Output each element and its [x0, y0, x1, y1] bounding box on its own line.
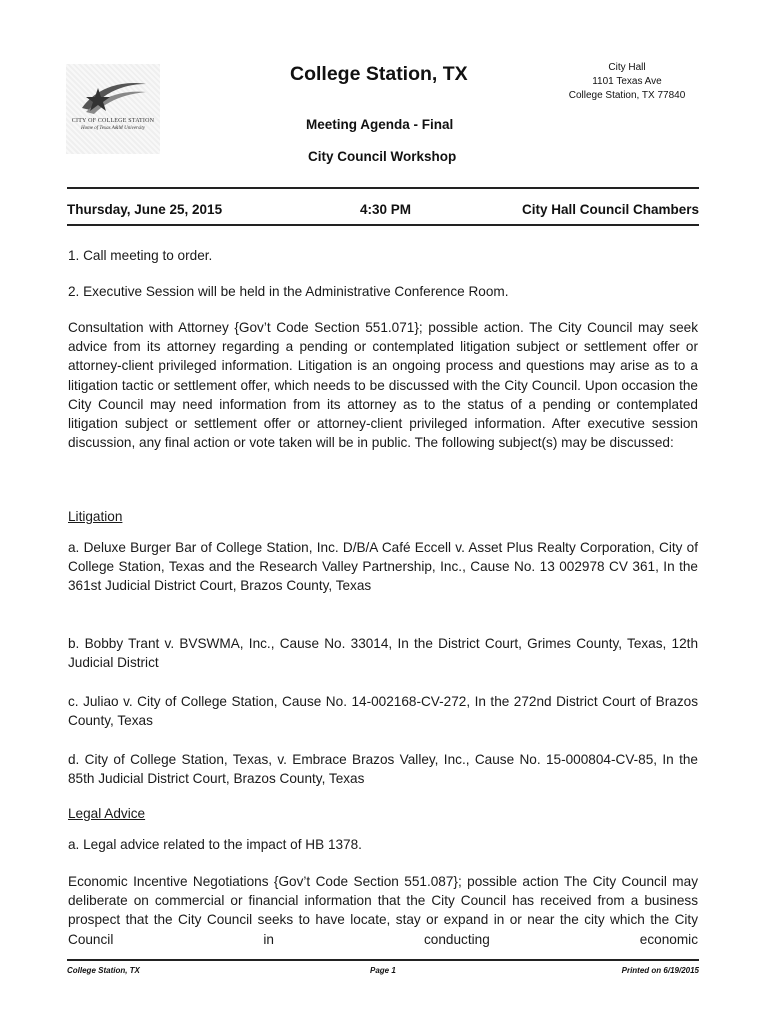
meeting-location: City Hall Council Chambers	[521, 202, 699, 217]
page-title: College Station, TX	[290, 63, 468, 85]
address-line: 1101 Texas Ave	[592, 76, 662, 87]
meta-divider	[67, 224, 699, 226]
footer-printed-date: Printed on 6/19/2015	[621, 966, 699, 975]
meeting-time: 4:30 PM	[360, 202, 412, 217]
city-logo	[66, 64, 160, 154]
footer-page-number: Page 1	[370, 966, 396, 975]
city-hall-address	[560, 61, 694, 103]
litigation-item-c: c. Juliao v. City of College Station, Cause No. 14-002168-CV-272, In the 272nd District Court of Brazos County, Texas	[68, 694, 698, 729]
footer-city: College Station, TX	[67, 966, 140, 975]
footer-divider	[67, 959, 699, 961]
header-divider	[67, 187, 699, 189]
attorney-consultation-paragraph: Consultation with Attorney {Gov’t Code Section 551.071}; possible action. The City Council may seek advice from its attorney regarding a pending or contemplated litigation subject or settlement offer or attorney-client privileged information. Litigation is an ongoing process and questions may arise as to a litigation tactic or settlement offer, which needs to be discussed with the City Council. Upon occasion the City Council may need information from its attorney as to the status of a pending or contemplated litigation subject or settlement offer or attorney-client privileged information. After executive session discussion, any final action or vote taken will be in public. The following subject(s) may be discussed:	[68, 320, 698, 451]
meeting-date: Thursday, June 25, 2015	[67, 202, 223, 217]
address-line: City Hall	[608, 62, 646, 73]
logo-city-name: CITY OF COLLEGE STATION	[71, 118, 155, 124]
meeting-meta	[67, 202, 699, 220]
agenda-type: Meeting Agenda - Final	[306, 117, 454, 132]
agenda-item-2: 2. Executive Session will be held in the Administrative Conference Room.	[68, 284, 509, 299]
litigation-item-a: a. Deluxe Burger Bar of College Station, Inc. D/B/A Café Eccell v. Asset Plus Realty Corporation, City of College Station, Texas and the Research Valley Partnership, Inc., Cause No. 13 002978 CV 361, In the 361st Judicial District Court, Brazos County, Texas	[68, 540, 698, 594]
legal-advice-item-a: a. Legal advice related to the impact of HB 1378.	[68, 837, 362, 852]
star-swoosh-icon	[76, 78, 150, 118]
agenda-item-1: 1. Call meeting to order.	[68, 248, 213, 263]
address-line: College Station, TX 77840	[568, 90, 686, 101]
litigation-heading: Litigation	[68, 509, 123, 524]
logo-tagline: Home of Texas A&M University	[81, 126, 145, 131]
legal-advice-heading: Legal Advice	[68, 806, 146, 821]
economic-incentive-paragraph: Economic Incentive Negotiations {Gov’t Code Section 551.087}; possible action The City Council may deliberate on commercial or financial information that the City Council has received from a business prospect that the City Council seeks to have locate, stay or expand in or near the city which the City Council in conducting economic	[68, 874, 698, 947]
litigation-item-d: d. City of College Station, Texas, v. Embrace Brazos Valley, Inc., Cause No. 15-000804-CV-85, In the 85th Judicial District Court, Brazos County, Texas	[68, 752, 698, 787]
litigation-item-b: b. Bobby Trant v. BVSWMA, Inc., Cause No. 33014, In the District Court, Grimes County, Texas, 12th Judicial District	[68, 636, 698, 671]
meeting-name: City Council Workshop	[308, 149, 457, 164]
